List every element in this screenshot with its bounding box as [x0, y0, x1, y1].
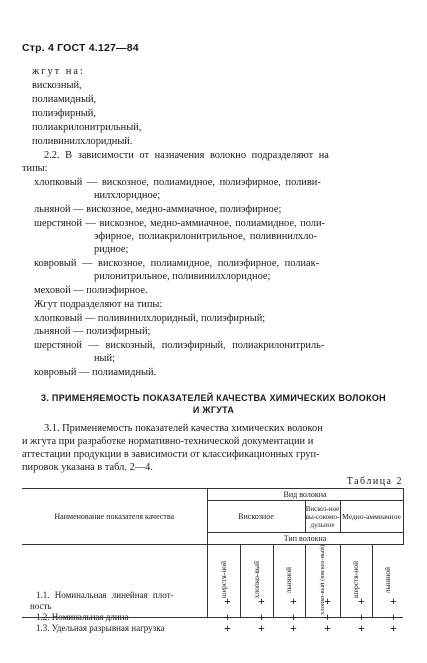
plus-mark: + [324, 621, 331, 635]
plus-mark: + [258, 621, 265, 635]
list-line: жгут на: [32, 66, 85, 77]
group-viscose-hm: Вискоз-ное вы-сокомо-дульное [305, 501, 340, 533]
type-line: льняной — полиэфирный; [34, 326, 151, 337]
type-label: шерстя-ной [351, 561, 360, 599]
plus-mark: + [290, 610, 297, 624]
row-label: 1.1. Номинальная линейная плот- [36, 590, 174, 600]
list-line: поливинилхлоридный. [32, 136, 133, 147]
type-line: шерстяной — вискозное, медно-аммиачное, полиамидное, поли- [34, 218, 325, 229]
type-cell [273, 545, 305, 618]
row-header-cell [22, 489, 207, 545]
type-header: Тип волокна [207, 533, 403, 545]
plus-mark: + [324, 610, 331, 624]
type-cell [305, 545, 340, 618]
type-label: льняной [284, 566, 293, 594]
paragraph-line: 3.1. Применяемость показателей качества химических волокон [44, 423, 323, 434]
plus-mark: + [224, 610, 231, 624]
plus-mark: + [358, 594, 365, 608]
row-label: ность [30, 601, 52, 611]
plus-mark: + [258, 594, 265, 608]
type-line: шерстяной — вискозный, полиэфирный, полиакрилонитриль- [34, 340, 325, 351]
list-line: вискозный, [32, 80, 82, 91]
type-label: шерстя-ной [218, 561, 228, 599]
plus-mark: + [324, 594, 331, 608]
row-label: 1.2. Номинальная длина [36, 612, 129, 622]
type-line: ный; [94, 353, 115, 364]
type-line: ковровый — полиамидный. [34, 367, 157, 378]
plus-mark: + [290, 594, 297, 608]
type-line: ковровый — вискозное, полиамидное, полиэфирное, полиак- [34, 258, 320, 269]
type-line: рилонитрильное, поливинилхлоридное; [94, 271, 271, 282]
type-label: льняной [382, 566, 392, 594]
paragraph-line: и жгута при разработке нормативно-технической документации и [22, 436, 314, 447]
type-line: эфирное, полиакрилонитрильное, поливинилхло- [94, 231, 318, 242]
type-line: хлопковый — вискозное, полиамидное, полиэфирное, поливи- [34, 177, 321, 188]
plus-mark: + [290, 621, 297, 635]
type-cell [340, 545, 372, 618]
group-viscose: Вискозное [207, 501, 305, 533]
table-caption: Таблица 2 [346, 476, 403, 487]
type-cell [240, 545, 273, 618]
section-3-title-line2: И ЖГУТА [192, 405, 235, 415]
type-line: ридное; [94, 244, 129, 255]
group-copper: Медно-аммиачное [340, 501, 403, 533]
page-header: Стр. 4 ГОСТ 4.127—84 [22, 42, 139, 54]
paragraph-line: 2.2. В зависимости от назначения волокно подразделяют на [44, 150, 329, 161]
row-header: Наименование показателя качества [54, 512, 175, 521]
type-cell [372, 545, 403, 618]
type-label: хлопко-вый [251, 561, 261, 599]
plus-mark: + [390, 610, 397, 624]
type-line: хлопковый — поливинилхлоридный, полиэфирный; [34, 313, 266, 324]
plus-mark: + [224, 621, 231, 635]
list-line: полиамидный, [32, 94, 97, 105]
list-line: полиакрилонитрильный, [32, 122, 142, 133]
row-label: 1.3. Удельная разрывная нагрузка [36, 623, 165, 633]
plus-mark: + [224, 594, 231, 608]
type-line: нилхлоридное; [94, 190, 161, 201]
plus-mark: + [390, 594, 397, 608]
plus-mark: + [358, 610, 365, 624]
plus-mark: + [258, 610, 265, 624]
plus-mark: + [358, 621, 365, 635]
type-label: хлопко-вый (вискоз-ный) [319, 545, 326, 615]
section-3-title-line1: 3. ПРИМЕНЯЕМОСТЬ ПОКАЗАТЕЛЕЙ КАЧЕСТВА ХИМИЧЕСКИХ ВОЛОКОН [41, 393, 386, 403]
plus-mark: + [390, 621, 397, 635]
paragraph-line: аттестации продукции в зависимости от классификационных груп- [22, 449, 320, 460]
paragraph-line: пировок указана в табл. 2—4. [22, 462, 153, 473]
type-line: льняной — вискозное, медно-аммиачное, полиэфирное; [34, 204, 282, 215]
type-line: меховой — полиэфирное. [34, 285, 148, 296]
col-header-main: Вид волокна [207, 489, 403, 501]
list-line: полиэфирный, [32, 108, 96, 119]
type-line: Жгут подразделяют на типы: [34, 299, 163, 310]
paragraph-line: типы: [22, 163, 48, 174]
